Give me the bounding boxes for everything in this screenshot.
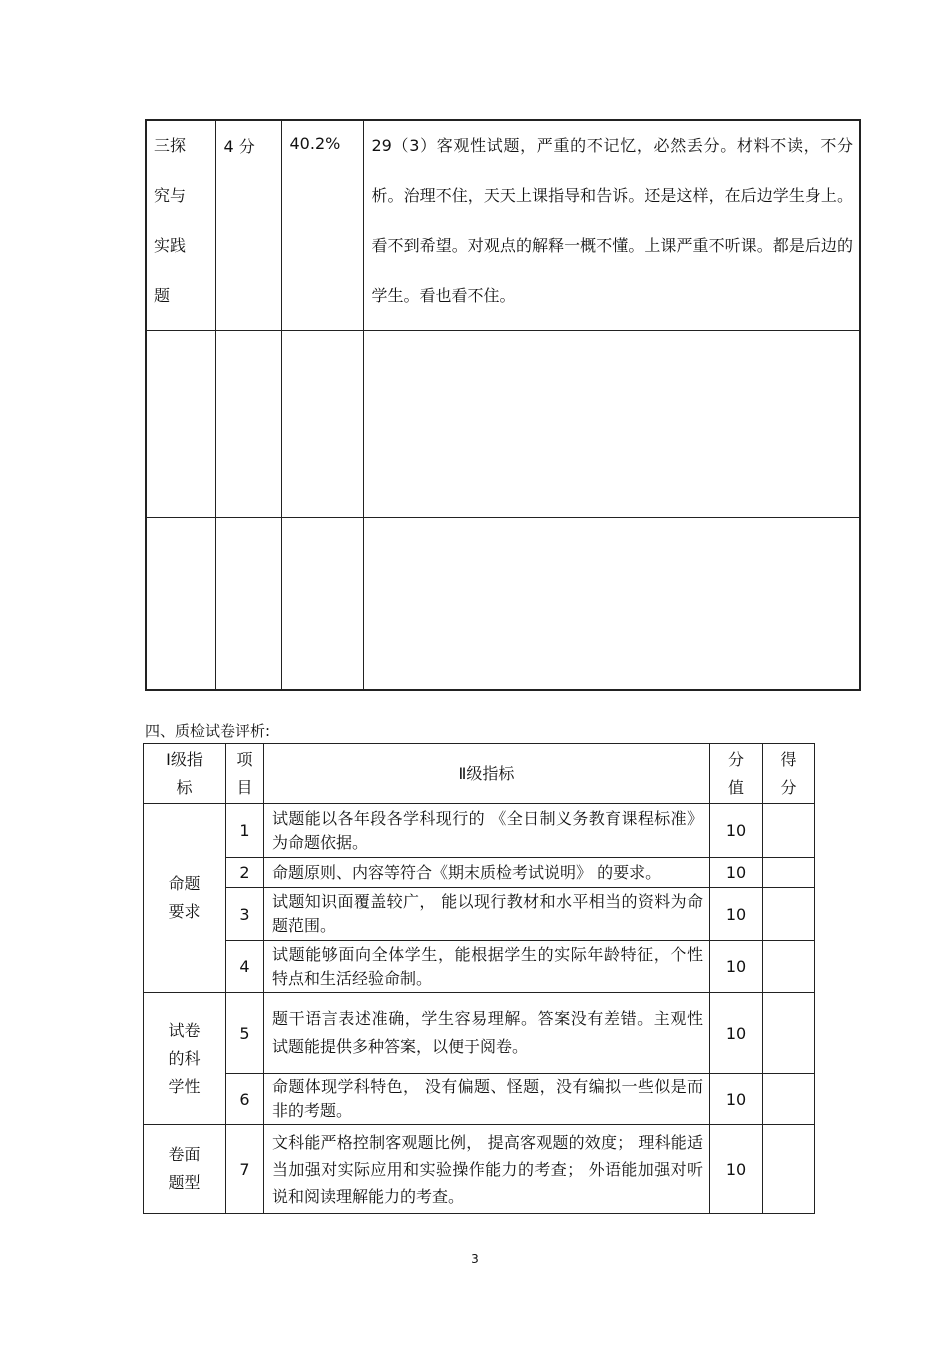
category-cell: 试卷 的科 学性 [144,993,226,1125]
table-row [146,330,860,517]
header-item: 项 目 [226,744,264,804]
empty-cell [146,330,215,517]
score-got[interactable] [763,888,815,941]
score-got[interactable] [763,1074,815,1125]
header-level1: Ⅰ级指 标 [144,744,226,804]
header-got: 得 分 [763,744,815,804]
score-value: 10 [710,804,763,858]
indicator-text: 试题能够面向全体学生，能根据学生的实际年龄特征，个性特点和生活经验命制。 [264,941,710,993]
score-value: 10 [710,1125,763,1214]
empty-cell [363,517,860,690]
table-row [144,941,815,993]
indicator-text: 命题原则、内容等符合《期末质检考试说明》 的要求。 [264,858,710,888]
category-cell: 命题 要求 [144,804,226,993]
score-cell: 4 分 [215,120,281,330]
category-cell [146,120,215,330]
score-value: 10 [710,858,763,888]
table-row [144,888,815,941]
category-cell: 卷面 题型 [144,1125,226,1214]
item-number: 2 [226,858,264,888]
item-number: 5 [226,993,264,1074]
table-row [144,858,815,888]
score-got[interactable] [763,858,815,888]
score-got[interactable] [763,804,815,858]
category-line: 究与 [154,186,187,205]
score-value: 10 [710,941,763,993]
item-number: 3 [226,888,264,941]
category-line: 三探 [154,136,187,155]
table-row [146,517,860,690]
table-row [146,120,860,330]
evaluation-table [143,743,815,1214]
section-heading: 四、质检试卷评析: [145,722,271,740]
indicator-text: 文科能严格控制客观题比例， 提高客观题的效度； 理科能适当加强对实际应用和实验操作能力的考查； 外语能加强对听说和阅读理解能力的考查。 [264,1125,710,1214]
empty-cell [281,517,363,690]
category-line: 实践 [154,236,187,255]
item-number: 7 [226,1125,264,1214]
empty-cell [363,330,860,517]
empty-cell [281,330,363,517]
page-number: 3 [471,1252,479,1266]
rate-cell: 40.2% [281,120,363,330]
indicator-text: 试题知识面覆盖较广， 能以现行教材和水平相当的资料为命题范围。 [264,888,710,941]
item-number: 1 [226,804,264,858]
table-row [144,1125,815,1214]
empty-cell [215,330,281,517]
indicator-text: 试题能以各年段各学科现行的 《全日制义务教育课程标准》为命题依据。 [264,804,710,858]
score-value: 10 [710,1074,763,1125]
category-line: 题 [154,286,171,305]
item-number: 6 [226,1074,264,1125]
table-row [144,993,815,1074]
score-got[interactable] [763,1125,815,1214]
header-level2: Ⅱ级指标 [264,744,710,804]
header-row [144,744,815,804]
item-number: 4 [226,941,264,993]
indicator-text: 命题体现学科特色， 没有偏题、怪题，没有编拟一些似是而非的考题。 [264,1074,710,1125]
empty-cell [215,517,281,690]
header-value: 分 值 [710,744,763,804]
table-row [144,1074,815,1125]
empty-cell [146,517,215,690]
score-got[interactable] [763,941,815,993]
score-value: 10 [710,888,763,941]
analysis-table [145,119,861,691]
table-row [144,804,815,858]
indicator-text: 题干语言表述准确，学生容易理解。答案没有差错。主观性试题能提供多种答案，以便于阅卷。 [264,993,710,1074]
score-got[interactable] [763,993,815,1074]
analysis-cell: 29（3）客观性试题，严重的不记忆，必然丢分。材料不读，不分析。治理不住，天天上课指导和告诉。还是这样，在后边学生身上。看不到希望。对观点的解释一概不懂。上课严重不听课。都是后边的学生。看也看不住。 [363,120,860,330]
score-value: 10 [710,993,763,1074]
